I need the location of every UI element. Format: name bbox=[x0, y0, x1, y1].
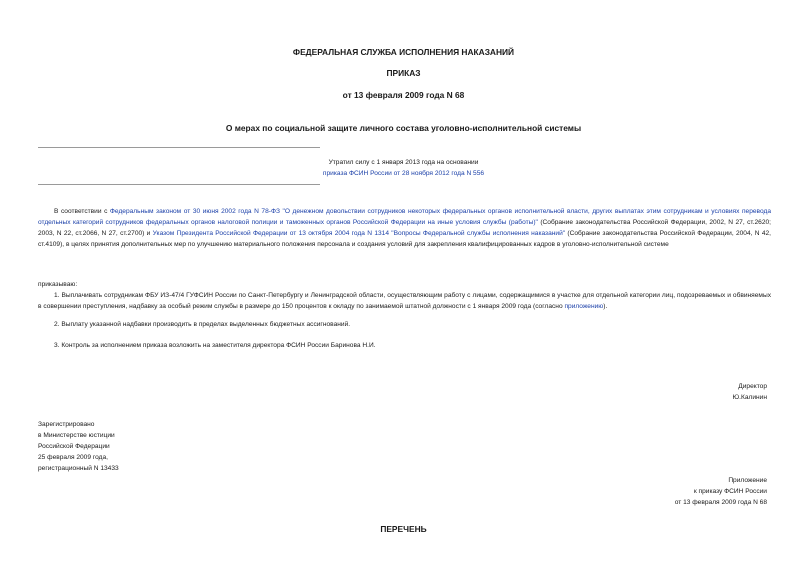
signature-name: Ю.Калинин bbox=[732, 394, 767, 401]
registration-line: Зарегистрировано bbox=[38, 421, 95, 428]
registration-block bbox=[38, 419, 119, 474]
registration-line: в Министерстве юстиции bbox=[38, 432, 115, 439]
order-word: приказываю: bbox=[38, 281, 78, 288]
registration-line: регистрационный N 13433 bbox=[38, 465, 119, 472]
document-title: О мерах по социальной защите личного состава уголовно-исполнительной системы bbox=[225, 123, 582, 133]
status-rule-bottom bbox=[38, 184, 320, 185]
item-2: 2. Выплату указанной надбавки производить в пределах выделенных бюджетных ассигнований. bbox=[54, 321, 351, 328]
appendix-line: Приложение bbox=[728, 477, 767, 484]
list-title: ПЕРЕЧЕНЬ bbox=[380, 524, 427, 534]
registration-line: 25 февраля 2009 года, bbox=[38, 454, 108, 461]
item-1: 1. Выплачивать сотрудникам ФБУ ИЗ-47/4 ГУФСИН России по Санкт-Петербургу и Ленинградской области, осуществляющим работу с лицами, содержащимися в участке для отдельной категории лиц, подозреваемых и обвиняемых в совершении преступления, надбавку за особый режим службы в размере до 150 процентов к окладу по занимаемой штатной должности с 1 января 2009 года (согласно приложению). bbox=[38, 292, 771, 310]
appendix-link[interactable]: приложению bbox=[564, 303, 604, 310]
status-link-row bbox=[0, 168, 807, 179]
appendix-line: к приказу ФСИН России bbox=[693, 488, 767, 495]
signature-position: Директор bbox=[738, 383, 767, 390]
appendix-line: от 13 февраля 2009 года N 68 bbox=[674, 499, 767, 506]
status-rule-top bbox=[38, 147, 320, 148]
preamble-paragraph: В соответствии с Федеральным законом от 30 июня 2002 года N 78-ФЗ "О денежном довольствии сотрудников некоторых федеральных органов исполнительной власти, других выплатах этим сотрудникам и условиях перевода отдельных категорий сотрудников федеральных органов налоговой полиции и таможенных органов Российской Федерации на иные условия службы (работы)" (Собрание законодательства Российской Федерации, 2002, N 27, ст.2620; 2003, N 22, ст.2066, N 27, ст.2700) и Указом Президента Российской Федерации от 13 октября 2004 года N 1314 "Вопросы Федеральной службы исполнения наказаний" (Собрание законодательства Российской Федерации, 2004, N 42, ст.4109), в целях принятия дополнительных мер по улучшению материального положения персонала и создания условий для закрепления квалифицированных кадров в уголовно-исполнительной системе bbox=[38, 208, 771, 248]
agency-name: ФЕДЕРАЛЬНАЯ СЛУЖБА ИСПОЛНЕНИЯ НАКАЗАНИЙ bbox=[292, 47, 515, 57]
item-3: 3. Контроль за исполнением приказа возложить на заместителя директора ФСИН России Баринова Н.И. bbox=[54, 342, 376, 349]
appendix-block bbox=[675, 475, 767, 508]
document-date-number: от 13 февраля 2009 года N 68 bbox=[342, 90, 465, 100]
signature-block bbox=[733, 381, 768, 403]
presidential-decree-link[interactable]: Указом Президента Российской Федерации от 13 октября 2004 года N 1314 "Вопросы Федеральной службы исполнения наказаний" bbox=[152, 230, 566, 237]
repeal-order-link[interactable]: приказа ФСИН России от 28 ноября 2012 года N 556 bbox=[322, 170, 485, 177]
federal-law-link[interactable]: Федеральным законом от 30 июня 2002 года N 78-ФЗ "О денежном довольствии сотрудников некоторых федеральных органов исполнительной власти, других выплатах этим сотрудникам и условиях перевода отдельных категорий сотрудников федеральных органов налоговой полиции и таможенных органов Российской Федерации на иные условия службы (работы)" bbox=[38, 208, 771, 226]
registration-line: Российской Федерации bbox=[38, 443, 110, 450]
status-line: Утратил силу с 1 января 2013 года на основании bbox=[328, 159, 479, 166]
document-type: ПРИКАЗ bbox=[386, 68, 421, 78]
